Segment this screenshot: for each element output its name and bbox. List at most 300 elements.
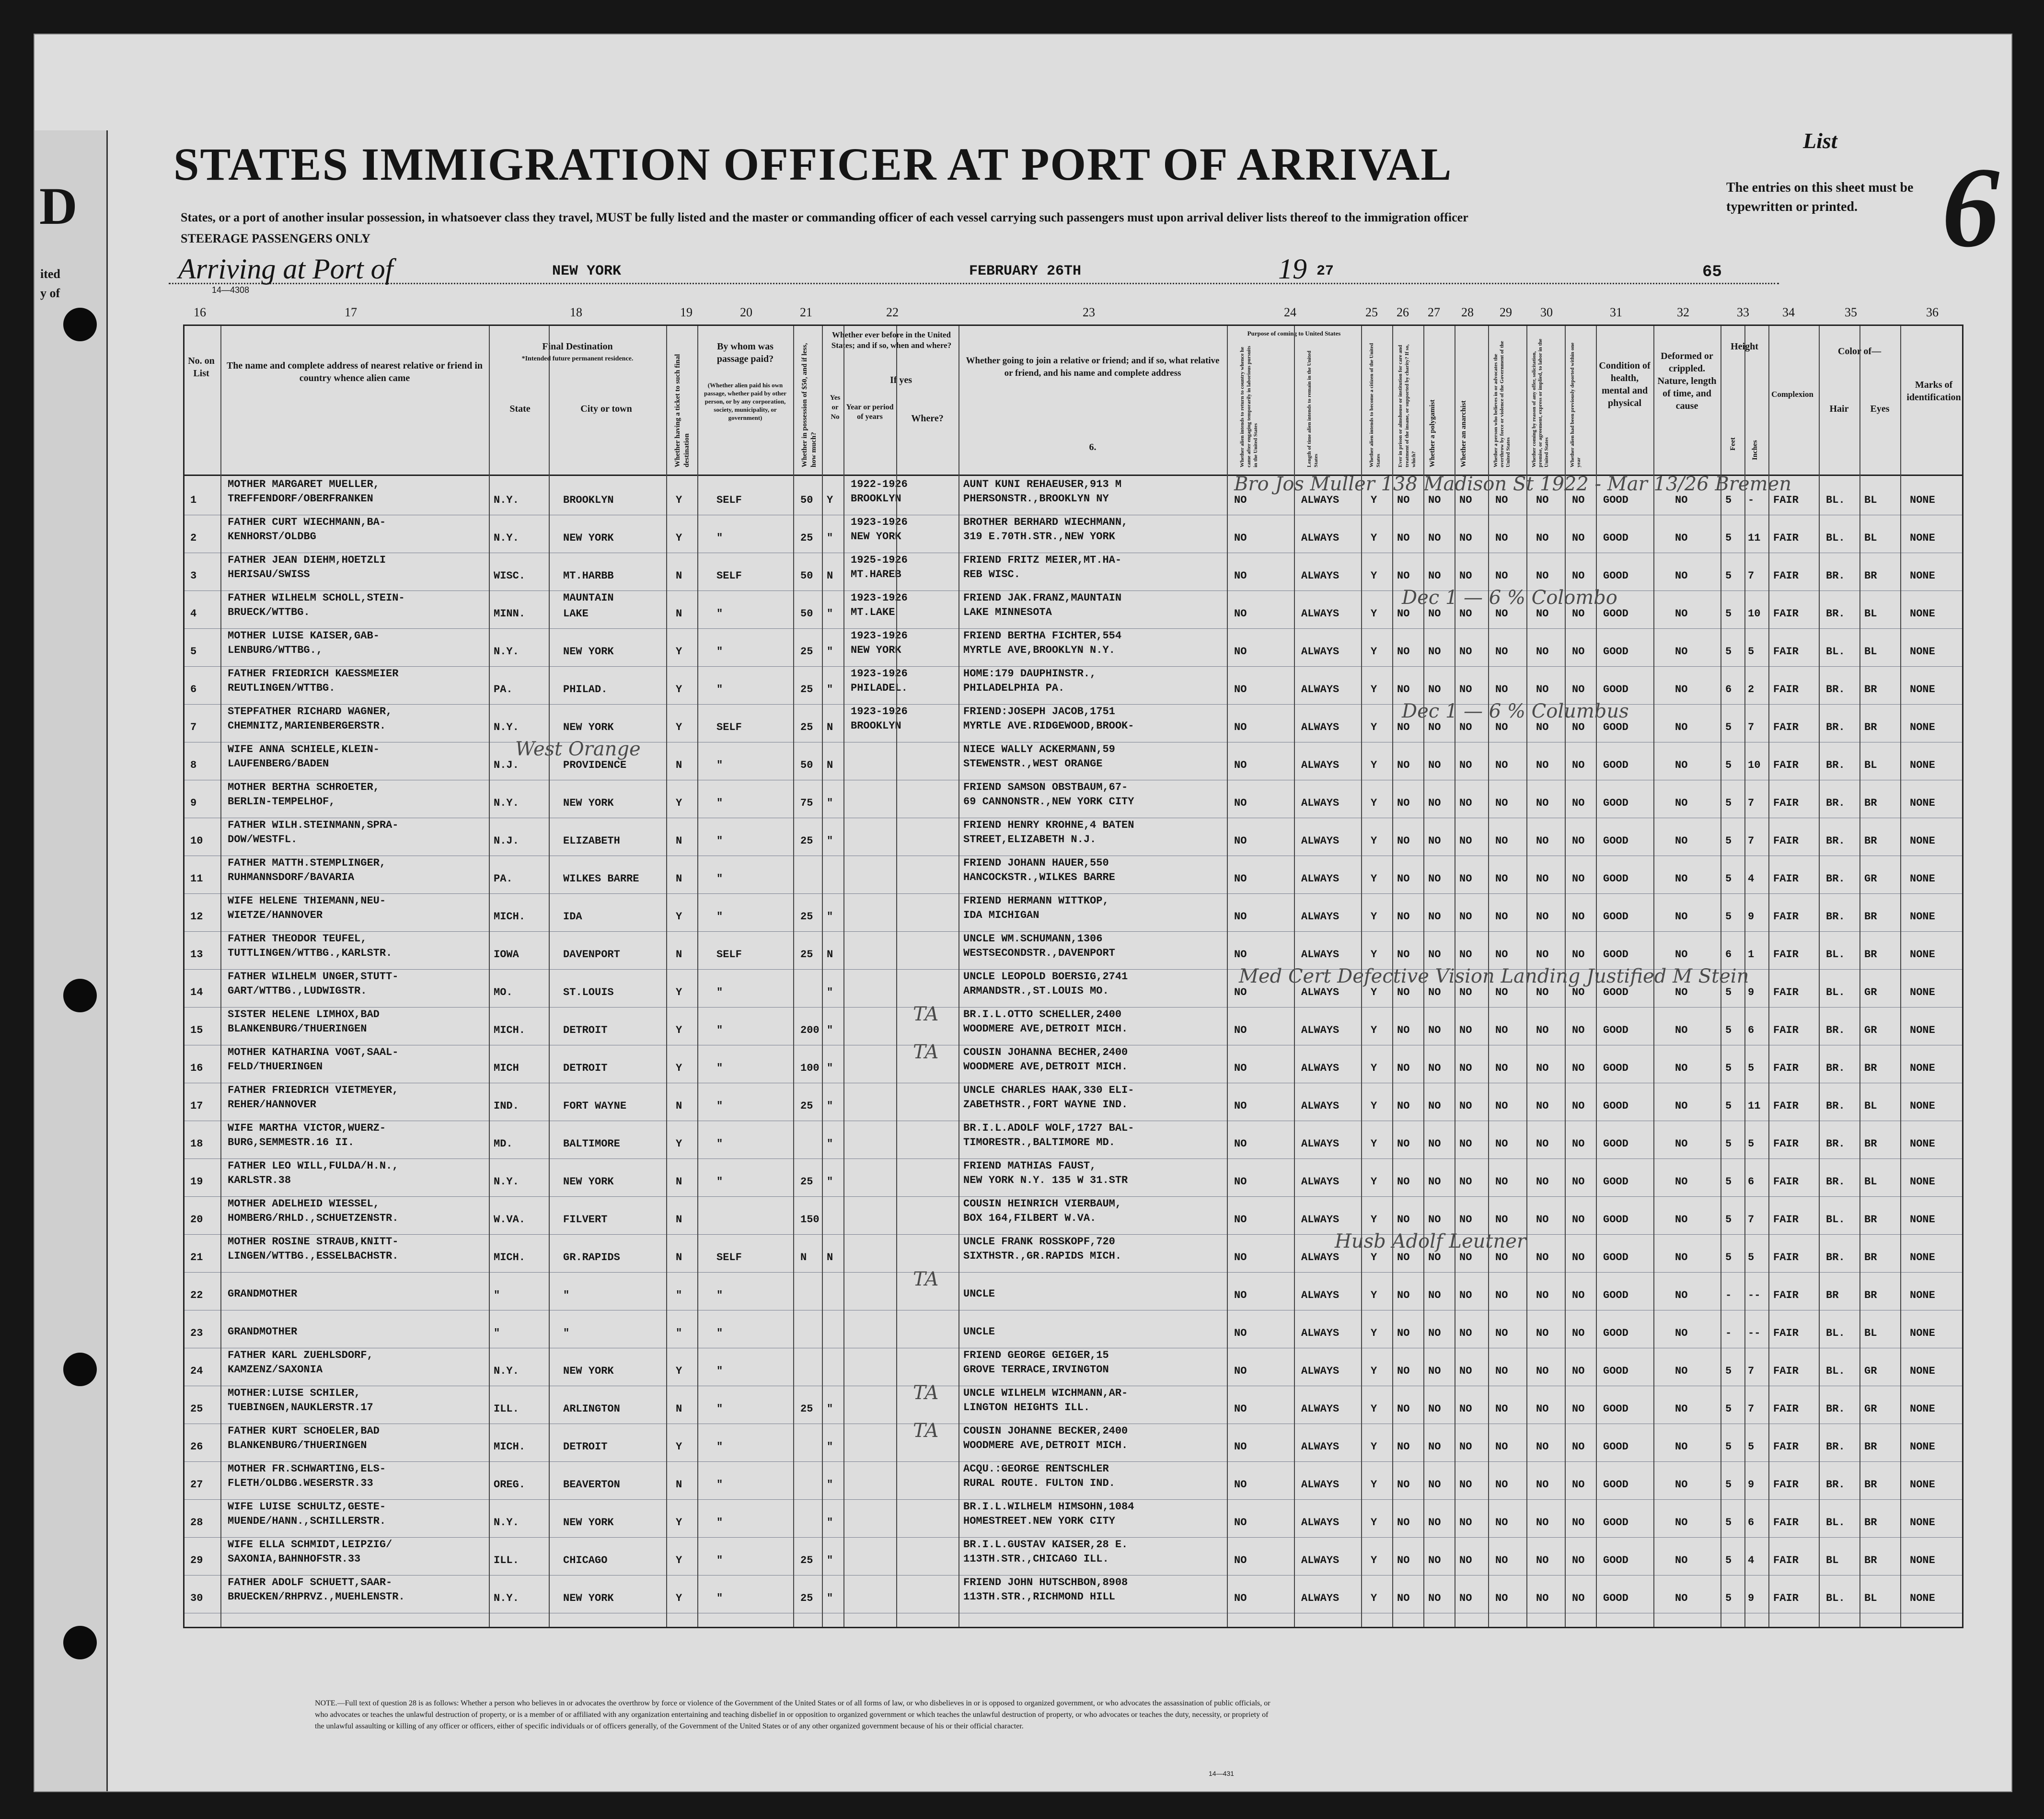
cell-ey: BR <box>1864 1479 1877 1491</box>
cell-pr: NO <box>1397 1289 1410 1301</box>
cell-n: 8 <box>190 759 197 771</box>
cell-rel2: BLANKENBURG/THUERINGEN <box>228 1439 367 1451</box>
cell-dp: NO <box>1572 646 1585 658</box>
cell-city2: LAKE <box>563 608 589 620</box>
cell-in: -- <box>1748 1289 1761 1301</box>
cell-rel2: KENHORST/OLDBG <box>228 531 316 543</box>
header-passage-note: (Whether alien paid his own passage, whether paid by other person, or by any corporation, society, municipality, or government) <box>704 382 787 421</box>
cell-an: NO <box>1459 1479 1472 1491</box>
cell-join1: FRIEND HERMANN WITTKOP, <box>963 895 1109 907</box>
cell-cx: FAIR <box>1773 1403 1799 1415</box>
cell-pr: NO <box>1397 684 1410 695</box>
cell-in: 11 <box>1748 532 1761 544</box>
cell-cit: Y <box>1371 684 1377 695</box>
cell-cx: FAIR <box>1773 797 1799 809</box>
punch-hole-icon <box>63 308 97 341</box>
cell-h: GOOD <box>1603 1176 1628 1188</box>
cell-ft: 5 <box>1725 646 1732 658</box>
cell-join1: FRIEND BERTHA FICHTER,554 <box>963 630 1122 642</box>
cell-lc: NO <box>1536 494 1549 506</box>
cell-yn: N <box>827 721 833 733</box>
table-row <box>185 1310 1962 1346</box>
cell-in: 2 <box>1748 684 1755 695</box>
cell-yr1: 1925-1926 <box>851 554 908 566</box>
column-divider <box>489 326 490 1627</box>
column-number: 23 <box>1083 305 1095 319</box>
cell-join2: HOMESTREET.NEW YORK CITY <box>963 1515 1115 1527</box>
cell-st: WISC. <box>494 570 526 582</box>
cell-rel1: FATHER FRIEDRICH KAESSMEIER <box>228 668 399 680</box>
cell-cit: Y <box>1371 532 1377 544</box>
cell-an: NO <box>1459 1327 1472 1339</box>
cell-join1: FRIEND:JOSEPH JACOB,1751 <box>963 706 1115 718</box>
cell-len: ALWAYS <box>1301 1251 1340 1263</box>
cell-lc: NO <box>1536 1365 1549 1377</box>
cell-yr2: BROOKLYN <box>851 720 901 732</box>
column-number: 34 <box>1782 305 1795 319</box>
cell-join1: COUSIN JOHANNE BECKER,2400 <box>963 1425 1128 1437</box>
side-letter: D <box>39 177 78 235</box>
cell-po: NO <box>1428 1251 1441 1263</box>
cell-df: NO <box>1675 721 1688 733</box>
cell-money: 25 <box>800 646 813 658</box>
cell-h: GOOD <box>1603 1100 1628 1112</box>
table-row <box>185 1007 1962 1043</box>
cell-n: 11 <box>190 873 203 885</box>
cell-st: " <box>494 1289 500 1301</box>
cell-df: NO <box>1675 684 1688 695</box>
cell-ha: BR. <box>1826 1100 1845 1112</box>
cell-ey: GR <box>1864 873 1877 885</box>
cell-ey: BR <box>1864 721 1877 733</box>
cell-ha: BR. <box>1826 721 1845 733</box>
cell-ov: NO <box>1495 1327 1508 1339</box>
cell-join2: RURAL ROUTE. FULTON IND. <box>963 1477 1115 1489</box>
cell-ov: NO <box>1495 721 1508 733</box>
cell-cit: Y <box>1371 1517 1377 1529</box>
cell-tk: Y <box>676 986 682 998</box>
cell-join1: COUSIN HEINRICH VIERBAUM, <box>963 1198 1122 1210</box>
cell-paid: " <box>716 1365 723 1377</box>
cell-money: 25 <box>800 721 813 733</box>
cell-dp: NO <box>1572 835 1585 847</box>
cell-df: NO <box>1675 1403 1688 1415</box>
cell-rel1: MOTHER BERTHA SCHROETER, <box>228 781 380 793</box>
cell-cx: FAIR <box>1773 949 1799 961</box>
cell-ey: BR <box>1864 949 1877 961</box>
cell-ov: NO <box>1495 1214 1508 1226</box>
cell-paid: " <box>716 1100 723 1112</box>
cell-lc: NO <box>1536 646 1549 658</box>
column-divider <box>793 326 794 1627</box>
cell-ov: NO <box>1495 986 1508 998</box>
cell-yr2: NEW YORK <box>851 531 901 543</box>
header-citizen: Whether alien intends to become a citizen of the United States <box>1369 343 1381 467</box>
cell-ha: BL. <box>1826 1592 1845 1604</box>
cell-paid: " <box>716 1138 723 1150</box>
cell-yn: " <box>827 911 833 923</box>
cell-ov: NO <box>1495 1176 1508 1188</box>
cell-cit: Y <box>1371 949 1377 961</box>
cell-in: 10 <box>1748 608 1761 620</box>
cell-cx: FAIR <box>1773 532 1799 544</box>
punch-hole-icon <box>63 1626 97 1659</box>
cell-tk: Y <box>676 911 682 923</box>
cell-p: NO <box>1234 684 1247 695</box>
table-row <box>185 856 1962 892</box>
cell-lc: NO <box>1536 1176 1549 1188</box>
cell-mk: NONE <box>1910 835 1935 847</box>
cell-st: N.Y. <box>494 1176 519 1188</box>
cell-yr2: MT.HAREB <box>851 568 901 580</box>
cell-ov: NO <box>1495 646 1508 658</box>
cell-p: NO <box>1234 1251 1247 1263</box>
cell-pr: NO <box>1397 1024 1410 1036</box>
cell-money: 25 <box>800 1554 813 1566</box>
column-divider <box>549 326 550 1627</box>
cell-rel2: TUTTLINGEN/WTTBG.,KARLSTR. <box>228 947 393 959</box>
table-row <box>185 1045 1962 1081</box>
cell-yr1: 1923-1926 <box>851 592 908 604</box>
cell-h: GOOD <box>1603 1138 1628 1150</box>
cell-join1: FRIEND JAK.FRANZ,MAUNTAIN <box>963 592 1122 604</box>
header-length-of-time: Length of time alien intends to remain in the United States <box>1306 350 1319 467</box>
cell-join2: 113TH.STR.,RICHMOND HILL <box>963 1591 1115 1603</box>
cell-tk: N <box>676 1100 682 1112</box>
cell-len: ALWAYS <box>1301 1403 1340 1415</box>
cell-money: 100 <box>800 1062 820 1074</box>
cell-ft: 5 <box>1725 570 1732 582</box>
cell-city2: " <box>563 1289 570 1301</box>
cell-yn: N <box>827 1251 833 1263</box>
column-number: 26 <box>1397 305 1409 319</box>
cell-ha: BR. <box>1826 1403 1845 1415</box>
cell-len: ALWAYS <box>1301 1024 1340 1036</box>
cell-in: 5 <box>1748 646 1755 658</box>
table-row <box>185 1159 1962 1194</box>
cell-yn: " <box>827 608 833 620</box>
cell-lc: NO <box>1536 721 1549 733</box>
cell-n: 14 <box>190 986 203 998</box>
cell-ha: BR. <box>1826 873 1845 885</box>
cell-cit: Y <box>1371 1479 1377 1491</box>
cell-n: 18 <box>190 1138 203 1150</box>
cell-df: NO <box>1675 494 1688 506</box>
cell-join2: WESTSECONDSTR.,DAVENPORT <box>963 947 1115 959</box>
cell-n: 29 <box>190 1554 203 1566</box>
cell-join2: ZABETHSTR.,FORT WAYNE IND. <box>963 1099 1128 1111</box>
cell-df: NO <box>1675 835 1688 847</box>
cell-df: NO <box>1675 532 1688 544</box>
cell-lc: NO <box>1536 1327 1549 1339</box>
table-row <box>185 1386 1962 1422</box>
cell-cit: Y <box>1371 1365 1377 1377</box>
cell-n: 13 <box>190 949 203 961</box>
cell-join1: COUSIN JOHANNA BECHER,2400 <box>963 1046 1128 1058</box>
cell-city2: GR.RAPIDS <box>563 1251 620 1263</box>
cell-rel2: FLETH/OLDBG.WESERSTR.33 <box>228 1477 373 1489</box>
cell-pr: NO <box>1397 1365 1410 1377</box>
cell-ov: NO <box>1495 1365 1508 1377</box>
cell-cit: Y <box>1371 1289 1377 1301</box>
cell-n: 20 <box>190 1214 203 1226</box>
cell-len: ALWAYS <box>1301 721 1340 733</box>
header-labor-contract: Whether coming by reason of any offer, solicitation, promise, or agreement, express or implied, to labor in the United States <box>1531 338 1549 467</box>
cell-h: GOOD <box>1603 494 1628 506</box>
cell-st: " <box>494 1327 500 1339</box>
cell-money: 25 <box>800 1176 813 1188</box>
cell-df: NO <box>1675 1479 1688 1491</box>
cell-rel2: HERISAU/SWISS <box>228 568 310 580</box>
cell-yr2: PHILADEL. <box>851 682 908 694</box>
cell-cit: Y <box>1371 1327 1377 1339</box>
cell-tk: Y <box>676 1024 682 1036</box>
cell-df: NO <box>1675 1100 1688 1112</box>
cell-dp: NO <box>1572 911 1585 923</box>
column-divider <box>220 326 221 1627</box>
column-number: 30 <box>1540 305 1553 319</box>
cell-join2: MYRTLE AVE.RIDGEWOOD,BROOK- <box>963 720 1134 732</box>
cell-dp: NO <box>1572 1592 1585 1604</box>
table-row <box>185 742 1962 778</box>
cell-po: NO <box>1428 986 1441 998</box>
cell-lc: NO <box>1536 1592 1549 1604</box>
column-divider <box>843 326 844 1627</box>
cell-n: 30 <box>190 1592 203 1604</box>
cell-in: 6 <box>1748 1176 1755 1188</box>
cell-st: ILL. <box>494 1403 519 1415</box>
cell-yr2: NEW YORK <box>851 644 901 656</box>
cell-len: ALWAYS <box>1301 1176 1340 1188</box>
cell-po: NO <box>1428 1176 1441 1188</box>
cell-po: NO <box>1428 1100 1441 1112</box>
cell-p: NO <box>1234 721 1247 733</box>
cell-join1: ACQU.:GEORGE RENTSCHLER <box>963 1463 1109 1475</box>
cell-df: NO <box>1675 911 1688 923</box>
cell-df: NO <box>1675 1517 1688 1529</box>
cell-h: GOOD <box>1603 1251 1628 1263</box>
cell-tk: N <box>676 1176 682 1188</box>
cell-len: ALWAYS <box>1301 1327 1340 1339</box>
cell-lc: NO <box>1536 684 1549 695</box>
cell-cx: FAIR <box>1773 1289 1799 1301</box>
cell-yn: " <box>827 1479 833 1491</box>
cell-ha: BR. <box>1826 1479 1845 1491</box>
cell-st: W.VA. <box>494 1214 526 1226</box>
cell-lc: NO <box>1536 608 1549 620</box>
cell-an: NO <box>1459 1024 1472 1036</box>
cell-st: OREG. <box>494 1479 526 1491</box>
cell-n: 24 <box>190 1365 203 1377</box>
cell-rel2: TUEBINGEN,NAUKLERSTR.17 <box>228 1402 373 1413</box>
cell-po: NO <box>1428 494 1441 506</box>
cell-rel2: FELD/THUERINGEN <box>228 1061 323 1073</box>
cell-ey: GR <box>1864 986 1877 998</box>
side-note-line: ited <box>40 267 60 281</box>
cell-an: NO <box>1459 1289 1472 1301</box>
header-hair: Hair <box>1829 404 1849 414</box>
cell-ey: BR <box>1864 911 1877 923</box>
cell-money: 25 <box>800 835 813 847</box>
cell-rel1: FATHER MATTH.STEMPLINGER, <box>228 857 386 869</box>
cell-lc: NO <box>1536 1138 1549 1150</box>
cell-po: NO <box>1428 1403 1441 1415</box>
cell-paid: SELF <box>716 494 742 506</box>
cell-join1: UNCLE FRANK ROSSKOPF,720 <box>963 1236 1115 1248</box>
cell-p: NO <box>1234 1592 1247 1604</box>
column-number: 32 <box>1677 305 1689 319</box>
cell-city2: PROVIDENCE <box>563 759 627 771</box>
cell-tk: " <box>676 1327 682 1339</box>
cell-join2: TIMORESTR.,BALTIMORE MD. <box>963 1136 1115 1148</box>
cell-paid: " <box>716 684 723 695</box>
cell-tk: Y <box>676 1365 682 1377</box>
cell-in: 5 <box>1748 1138 1755 1150</box>
cell-mk: NONE <box>1910 1554 1935 1566</box>
cell-paid: " <box>716 1441 723 1453</box>
cell-rel2: DOW/WESTFL. <box>228 834 298 846</box>
cell-join2: UNCLE <box>963 1326 995 1338</box>
cell-tk: N <box>676 835 682 847</box>
cell-ft: - <box>1725 1289 1732 1301</box>
column-number: 29 <box>1500 305 1512 319</box>
cell-h: GOOD <box>1603 873 1628 885</box>
cell-rel2: GRANDMOTHER <box>228 1326 298 1338</box>
table-row <box>185 1537 1962 1573</box>
header-final-destination: Final Destination <box>542 341 613 352</box>
cell-lc: NO <box>1536 1441 1549 1453</box>
cell-rel1: SISTER HELENE LIMHOX,BAD <box>228 1008 380 1020</box>
cell-ov: NO <box>1495 1592 1508 1604</box>
header-deformed: Deformed or crippled. Nature, length of time, and cause <box>1657 351 1717 411</box>
arrival-underline <box>169 283 1779 284</box>
arrival-year: 27 <box>1316 263 1334 279</box>
cell-h: GOOD <box>1603 608 1628 620</box>
cell-po: NO <box>1428 949 1441 961</box>
header-health: Condition of health, mental and physical <box>1599 360 1651 408</box>
cell-yn: " <box>827 986 833 998</box>
cell-st: MICH. <box>494 1251 526 1263</box>
cell-rel2: BERLIN-TEMPELHOF, <box>228 796 335 808</box>
cell-ey: BL <box>1864 608 1877 620</box>
cell-city2: DETROIT <box>563 1024 608 1036</box>
column-divider <box>958 326 959 1627</box>
cell-ey: BR <box>1864 797 1877 809</box>
cell-pr: NO <box>1397 1214 1410 1226</box>
cell-ft: 5 <box>1725 1554 1732 1566</box>
cell-cx: FAIR <box>1773 1062 1799 1074</box>
cell-rel1: MOTHER LUISE KAISER,GAB- <box>228 630 380 642</box>
cell-mk: NONE <box>1910 1176 1935 1188</box>
cell-an: NO <box>1459 570 1472 582</box>
cell-cx: FAIR <box>1773 1441 1799 1453</box>
footnote: NOTE.—Full text of question 28 is as follows: Whether a person who believes in or advocates the overthrow by force or violence of the Government of the United States or of all forms of law, or who disbelieves in or is opposed to organized government, or who advocates the assassination of public officials, or who advocates or teaches the unlawful destruction of property, or is a member of or affiliated with any organization entertaining and teaching disbelief in or opposition to organized government or which teaches the unlawful destruction of property, or who advocates or teaches the duty, necessity, or propriety of the unlawful assaulting or killing of any officer or officers, either of specific individuals or of officers generally, of the Government of the United States or of any other organized government because of his or their official character. <box>315 1699 1270 1730</box>
footer-form-code: 14—431 <box>1209 1770 1234 1777</box>
cell-lc: NO <box>1536 532 1549 544</box>
cell-rel1: WIFE ANNA SCHIELE,KLEIN- <box>228 743 380 755</box>
table-row <box>185 780 1962 816</box>
cell-yn: " <box>827 835 833 847</box>
cell-pr: NO <box>1397 646 1410 658</box>
cell-ft: 5 <box>1725 532 1732 544</box>
cell-ov: NO <box>1495 1024 1508 1036</box>
cell-in: 9 <box>1748 1479 1755 1491</box>
cell-city2: DAVENPORT <box>563 949 620 961</box>
cell-money: 25 <box>800 1592 813 1604</box>
cell-po: NO <box>1428 608 1441 620</box>
cell-len: ALWAYS <box>1301 494 1340 506</box>
table-row <box>185 591 1962 626</box>
cell-po: NO <box>1428 1517 1441 1529</box>
cell-in: 10 <box>1748 759 1761 771</box>
cell-h: GOOD <box>1603 949 1628 961</box>
cell-ha: BR. <box>1826 1138 1845 1150</box>
page-title: STATES IMMIGRATION OFFICER AT PORT OF ARRIVAL <box>173 139 1453 190</box>
cell-ft: 5 <box>1725 835 1732 847</box>
cell-h: GOOD <box>1603 1327 1628 1339</box>
cell-rel2: GRANDMOTHER <box>228 1288 298 1300</box>
cell-st: IOWA <box>494 949 519 961</box>
cell-rel1: FATHER JEAN DIEHM,HOETZLI <box>228 554 386 566</box>
cell-n: 25 <box>190 1403 203 1415</box>
cell-city2: NEW YORK <box>563 1365 614 1377</box>
cell-join1: HOME:179 DAUPHINSTR., <box>963 668 1097 680</box>
cell-df: NO <box>1675 1138 1688 1150</box>
cell-p: NO <box>1234 797 1247 809</box>
manifest-sheet <box>34 34 2012 1792</box>
header-final-destination-note: *Intended future permanent residence. <box>521 355 634 362</box>
cell-p: NO <box>1234 1176 1247 1188</box>
table-row <box>185 1575 1962 1611</box>
cell-ha: BL. <box>1826 949 1845 961</box>
cell-p: NO <box>1234 1214 1247 1226</box>
cell-an: NO <box>1459 797 1472 809</box>
cell-ft: 5 <box>1725 1479 1732 1491</box>
cell-ft: 5 <box>1725 1100 1732 1112</box>
cell-paid: " <box>716 1517 723 1529</box>
cell-ha: BR. <box>1826 759 1845 771</box>
cell-rel1: FATHER THEODOR TEUFEL, <box>228 933 367 945</box>
cell-cx: FAIR <box>1773 1365 1799 1377</box>
cell-len: ALWAYS <box>1301 570 1340 582</box>
cell-len: ALWAYS <box>1301 1554 1340 1566</box>
cell-money: 50 <box>800 494 813 506</box>
cell-p: NO <box>1234 494 1247 506</box>
cell-h: GOOD <box>1603 1441 1628 1453</box>
cell-mk: NONE <box>1910 1138 1935 1150</box>
cell-mk: NONE <box>1910 873 1935 885</box>
cell-money: 25 <box>800 949 813 961</box>
cell-ov: NO <box>1495 570 1508 582</box>
cell-money: 25 <box>800 1403 813 1415</box>
table-row <box>185 553 1962 589</box>
cell-cit: Y <box>1371 1214 1377 1226</box>
cell-cit: Y <box>1371 1554 1377 1566</box>
cell-len: ALWAYS <box>1301 797 1340 809</box>
cell-st: MD. <box>494 1138 513 1150</box>
cell-mk: NONE <box>1910 1441 1935 1453</box>
column-number: 25 <box>1365 305 1378 319</box>
cell-an: NO <box>1459 721 1472 733</box>
header-if-yes: If yes <box>889 375 912 385</box>
cell-rel1: FATHER FRIEDRICH VIETMEYER, <box>228 1084 399 1096</box>
cell-yn: " <box>827 1403 833 1415</box>
cell-df: NO <box>1675 1365 1688 1377</box>
cell-cit: Y <box>1371 1138 1377 1150</box>
cell-join2: WOODMERE AVE,DETROIT MICH. <box>963 1023 1128 1035</box>
cell-dp: NO <box>1572 1554 1585 1566</box>
cell-rel1: MOTHER ROSINE STRAUB,KNITT- <box>228 1236 399 1248</box>
